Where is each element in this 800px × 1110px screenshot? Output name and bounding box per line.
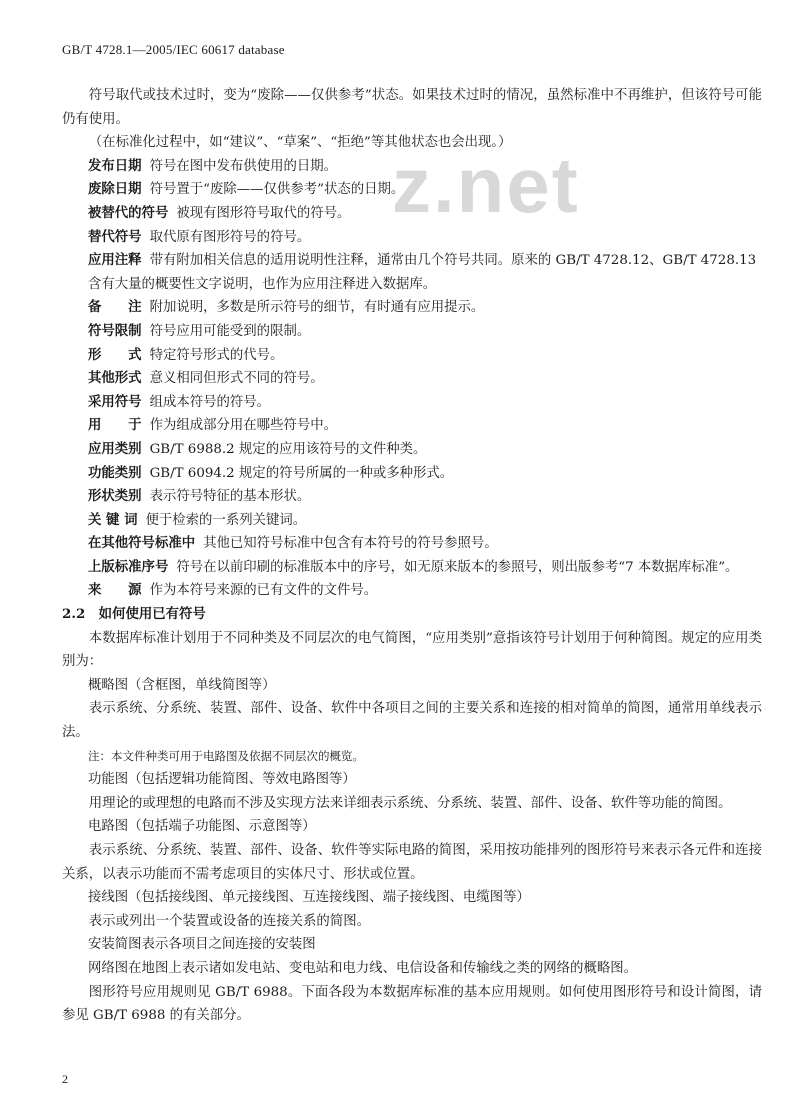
definition-item [62, 556, 762, 580]
definition-desc: 意义相同但形式不同的符号。 [149, 371, 324, 387]
definition-term: 用 于 [88, 417, 142, 434]
definition-desc: 作为组成部分用在哪些符号中。 [149, 418, 338, 434]
definition-term: 采用符号 [88, 393, 142, 410]
definition-item [62, 509, 762, 533]
definition-list [62, 155, 762, 603]
category-desc: 表示系统、分系统、装置、部件、设备、软件等实际电路的简图，采用按功能排列的图形符号来表示各元件和连接关系，以表示功能而不需考虑项目的实体尺寸、形状或位置。 [62, 843, 762, 882]
definition-item [62, 226, 762, 250]
definition-desc: 符号应用可能受到的限制。 [149, 323, 311, 339]
final-paragraph: 图形符号应用规则见 GB/T 6988。下面各段为本数据库标准的基本应用规则。如何使用图形符号和设计简图，请参见 GB/T 6988 的有关部分。 [62, 984, 762, 1024]
definition-item [62, 296, 762, 320]
definition-term: 符号限制 [88, 322, 142, 339]
definition-term: 被替代的符号 [88, 204, 169, 221]
category-title: 功能图（包括逻辑功能简图、等效电路图等） [88, 772, 356, 788]
category-desc: 用理论的或理想的电路而不涉及实现方法来详细表示系统、分系统、装置、部件、设备、软件等功能的简图。 [88, 795, 732, 811]
definition-desc: GB/T 6988.2 规定的应用该符号的文件种类。 [149, 441, 427, 457]
definition-item [62, 391, 762, 415]
definition-desc: GB/T 6094.2 规定的符号所属的一种或多种形式。 [149, 465, 454, 481]
definition-desc: 附加说明，多数是所示符号的细节，有时通有应用提示。 [149, 300, 485, 316]
definition-term: 废除日期 [88, 181, 142, 198]
definition-desc: 便于检索的一系列关键词。 [145, 512, 307, 528]
definition-desc: 其他已知符号标准中包含有本符号的符号参照号。 [203, 536, 498, 552]
definition-desc: 表示符号特征的基本形状。 [149, 489, 311, 505]
category-title: 安装简图表示各项目之间连接的安装图 [88, 937, 316, 953]
intro-paragraph: 符号取代或技术过时，变为“废除——仅供参考”状态。如果技术过时的情况，虽然标准中不再维护，但该符号可能仍有使用。 [62, 88, 762, 127]
definition-desc: 带有附加相关信息的适用说明性注释，通常由几个符号共同。原来的 GB/T 4728.12、GB/T 4728.13 含有大量的概要性文字说明，也作为应用注释进入数据库。 [88, 253, 757, 292]
definition-desc: 组成本符号的符号。 [149, 394, 271, 410]
definition-desc: 符号在以前印刷的标准版本中的序号，如无原来版本的参照号，则出版参考“7 本数据库标准”。 [176, 559, 739, 575]
definition-term: 其他形式 [88, 370, 142, 387]
definition-term: 上版标准序号 [88, 558, 169, 575]
definition-item [62, 414, 762, 438]
definition-item [62, 344, 762, 368]
definition-item [62, 532, 762, 556]
category-title: 网络图在地图上表示诸如发电站、变电站和电力线、电信设备和传输线之类的网络的概略图。 [88, 960, 638, 976]
category-title: 电路图（包括端子功能图、示意图等） [88, 819, 316, 835]
definition-term: 备 注 [88, 299, 142, 316]
category-list [62, 674, 762, 981]
definition-term: 替代符号 [88, 228, 142, 245]
definition-item [62, 462, 762, 486]
definition-item [62, 579, 762, 603]
category-desc: 表示系统、分系统、装置、部件、设备、软件中各项目之间的主要关系和连接的相对简单的简图，通常用单线表示法。 [62, 701, 762, 741]
section-paragraph: 本数据库标准计划用于不同种类及不同层次的电气简图，“应用类别”意指该符号计划用于何种简图。规定的应用类别为： [62, 630, 762, 670]
definition-desc: 取代原有图形符号的符号。 [149, 229, 311, 245]
definition-term: 形状类别 [88, 488, 142, 505]
category-note: 注：本文件种类可用于电路图及依据不同层次的概览。 [88, 748, 364, 763]
definition-desc: 被现有图形符号取代的符号。 [176, 205, 351, 221]
definition-desc: 作为本符号来源的已有文件的文件号。 [149, 583, 378, 599]
page-header: GB/T 4728.1—2005/IEC 60617 database [62, 42, 285, 57]
definition-item [62, 320, 762, 344]
watermark: z.net [392, 141, 580, 229]
document-body [62, 84, 762, 1028]
category-desc: 表示或列出一个装置或设备的连接关系的简图。 [88, 913, 370, 929]
definition-item [62, 178, 762, 202]
definition-item [62, 438, 762, 462]
page-number: 2 [62, 1072, 68, 1086]
definition-term: 应用注释 [88, 252, 142, 269]
definition-item [62, 155, 762, 179]
definition-desc: 符号在图中发布供使用的日期。 [149, 158, 338, 174]
section-title: 2.2 如何使用已有符号 [62, 606, 206, 623]
definition-term: 关 键 词 [88, 511, 138, 528]
definition-term: 在其他符号标准中 [88, 535, 196, 552]
category-title: 接线图（包括接线图、单元接线图、互连接线图、端子接线图、电缆图等） [88, 890, 530, 906]
definition-desc: 符号置于“废除——仅供参考”状态的日期。 [149, 182, 405, 198]
definition-term: 发布日期 [88, 157, 142, 174]
definition-desc: 特定符号形式的代号。 [149, 347, 284, 363]
definition-term: 形 式 [88, 346, 142, 363]
definition-term: 功能类别 [88, 464, 142, 481]
definition-term: 应用类别 [88, 440, 142, 457]
definition-item [62, 202, 762, 226]
definition-item [62, 485, 762, 509]
intro-note: （在标准化过程中，如“建议”、“草案”、“拒绝”等其他状态也会出现。） [88, 135, 512, 151]
category-title: 概略图（含框图，单线简图等） [88, 677, 276, 693]
definition-item [62, 367, 762, 391]
definition-item [62, 249, 762, 296]
definition-term: 来 源 [88, 582, 142, 599]
